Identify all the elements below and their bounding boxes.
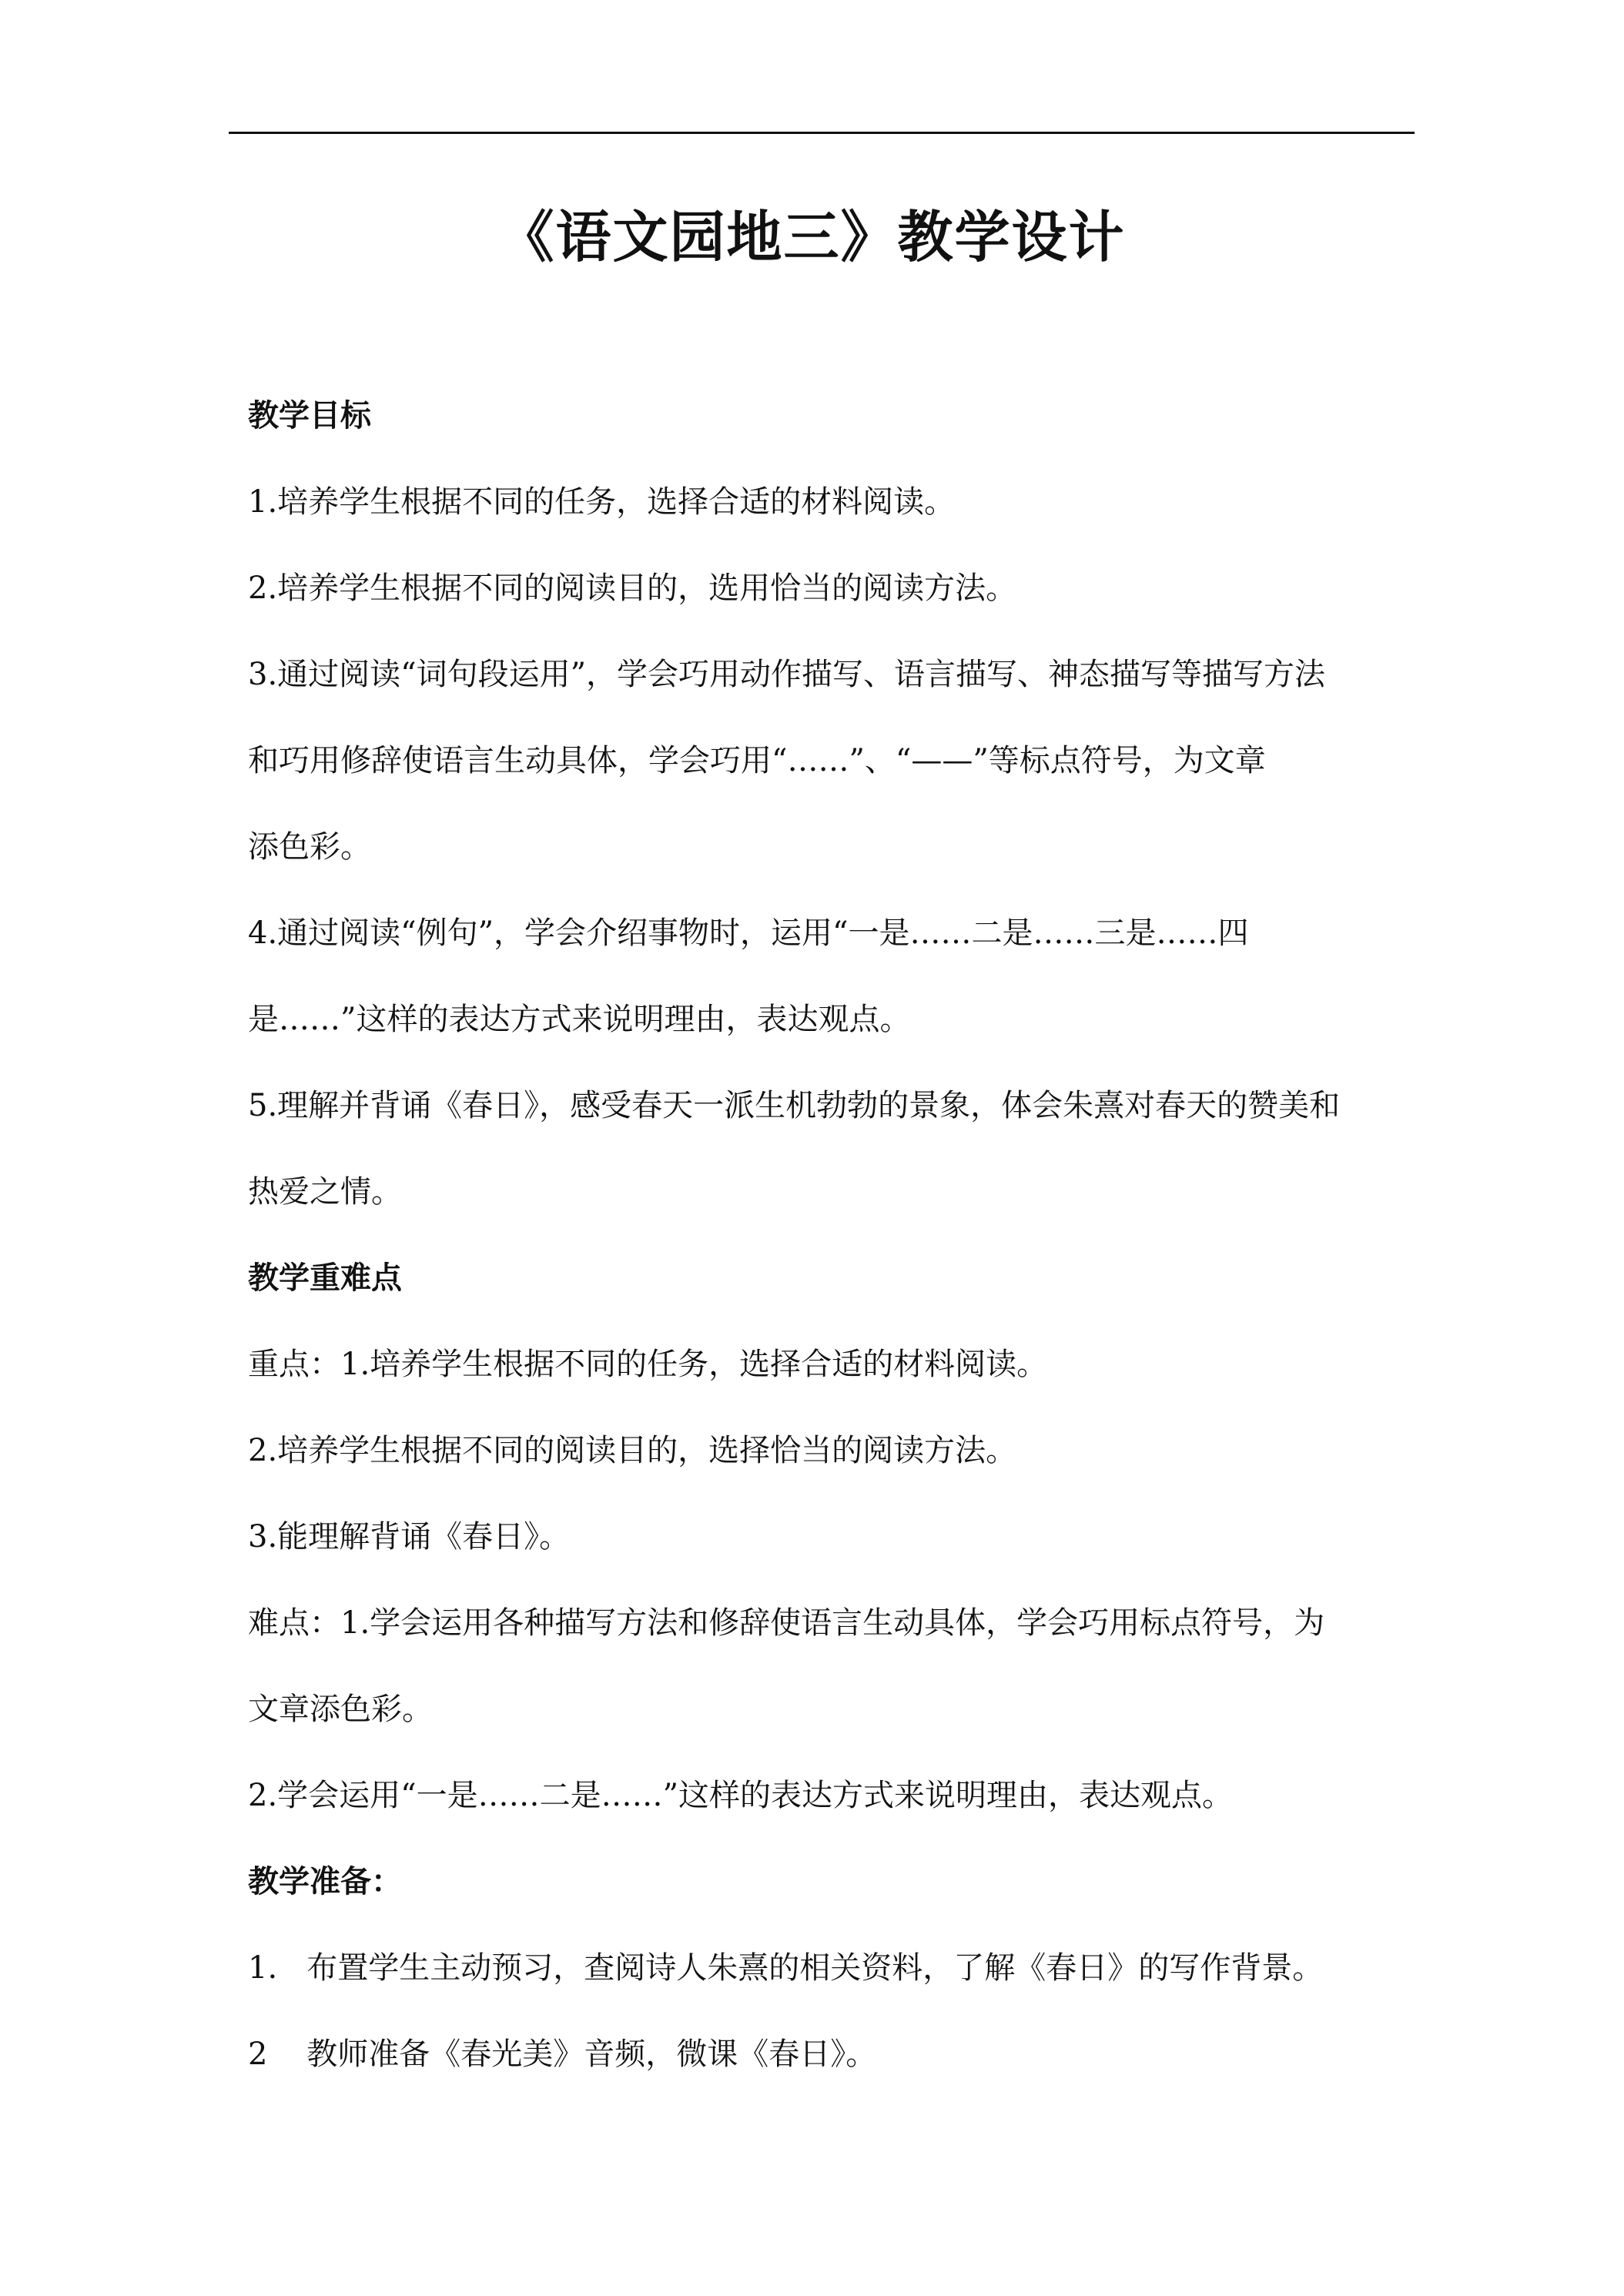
difficult-point-2: 2.学会运用“一是……二是……”这样的表达方式来说明理由，表达观点。	[248, 1778, 1234, 1813]
difficult-point-1-line-1: 难点：1.学会运用各种描写方法和修辞使语言生动具体，学会巧用标点符号，为	[248, 1605, 1325, 1641]
difficult-point-1-line-2: 文章添色彩。	[248, 1692, 433, 1727]
goal-4-line-2: 是……”这样的表达方式来说明理由，表达观点。	[248, 1002, 911, 1037]
key-point-2: 2.培养学生根据不同的阅读目的，选择恰当的阅读方法。	[248, 1433, 1017, 1468]
goal-3-line-1: 3.通过阅读“词句段运用”，学会巧用动作描写、语言描写、神态描写等描写方法	[248, 657, 1326, 692]
key-point-1: 重点：1.培养学生根据不同的任务，选择合适的材料阅读。	[248, 1347, 1048, 1382]
goal-4-line-1: 4.通过阅读“例句”，学会介绍事物时，运用“一是……二是……三是……四	[248, 915, 1249, 951]
goal-3-line-3: 添色彩。	[248, 829, 371, 865]
section-heading-teaching-goals: 教学目标	[248, 398, 371, 433]
preparation-item-2: 2 教师准备《春光美》音频，微课《春日》。	[248, 2037, 877, 2072]
section-heading-preparation: 教学准备：	[248, 1864, 402, 1899]
document-title: 《语文园地三》教学设计	[498, 205, 1126, 269]
header-rule	[229, 132, 1415, 134]
preparation-item-1: 1. 布置学生主动预习，查阅诗人朱熹的相关资料，了解《春日》的写作背景。	[248, 1950, 1324, 1986]
key-point-3: 3.能理解背诵《春日》。	[248, 1519, 571, 1555]
goal-1: 1.培养学生根据不同的任务，选择合适的材料阅读。	[248, 484, 956, 520]
goal-5-line-1: 5.理解并背诵《春日》，感受春天一派生机勃勃的景象，体会朱熹对春天的赞美和	[248, 1088, 1341, 1123]
goal-5-line-2: 热爱之情。	[248, 1174, 402, 1210]
goal-2: 2.培养学生根据不同的阅读目的，选用恰当的阅读方法。	[248, 571, 1017, 606]
document-body	[248, 373, 1399, 2097]
section-heading-key-difficult-points: 教学重难点	[248, 1260, 402, 1296]
goal-3-line-2: 和巧用修辞使语言生动具体，学会巧用“……”、“——”等标点符号，为文章	[248, 743, 1266, 778]
